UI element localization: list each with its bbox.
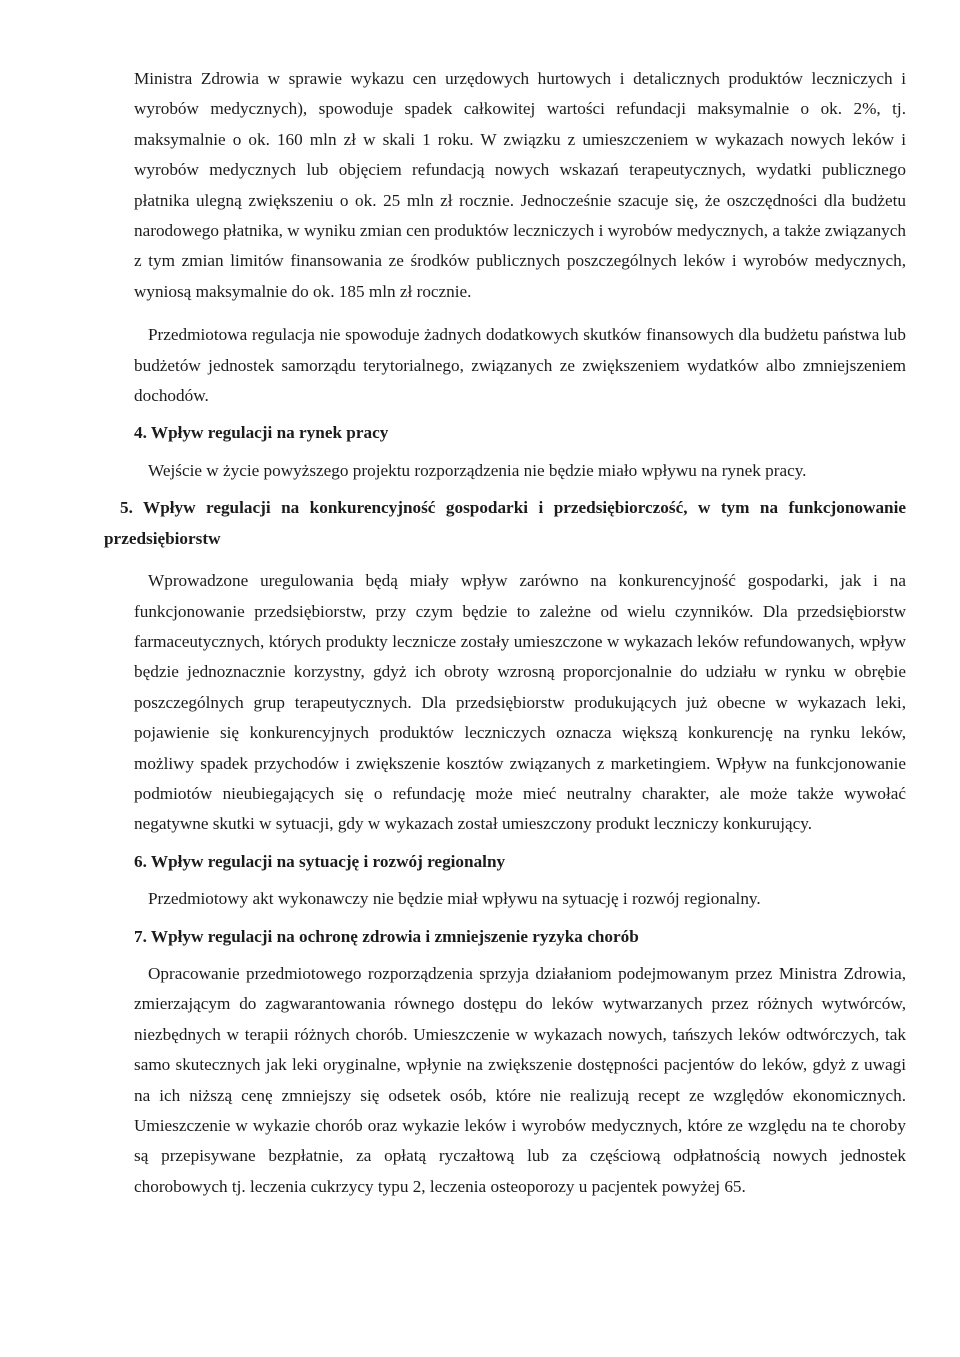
paragraph-financial-effects: Ministra Zdrowia w sprawie wykazu cen urzędowych hurtowych i detalicznych produktów leczniczych i wyrobów medycznych), spowoduje spadek całkowitej wartości refundacji maksymalnie o ok. 2%, tj. maksymalnie o ok. 160 mln zł w skali 1 roku. W związku z umieszczeniem w wykazach nowych leków i wyrobów medycznych lub objęciem refundacją nowych wskazań terapeutycznych, wydatki publicznego płatnika ulegną zwiększeniu o ok. 25 mln zł rocznie. Jednocześnie szacuje się, że oszczędności dla budżetu narodowego płatnika, w wyniku zmian cen produktów leczniczych i wyrobów medycznych, a także związanych z tym zmian limitów finansowania ze środków publicznych poszczególnych leków i wyrobów medycznych, wyniosą maksymalnie do ok. 185 mln zł rocznie. — [134, 69, 906, 301]
heading-health-protection: 7. Wpływ regulacji na ochronę zdrowia i zmniejszenie ryzyka chorób — [134, 926, 639, 946]
paragraph-competitiveness: Wprowadzone uregulowania będą miały wpływ zarówno na konkurencyjność gospodarki, jak i na funkcjonowanie przedsiębiorstw, przy czym będzie to zależne od wielu czynników. Dla przedsiębiorstw farmaceutycznych, których produkty lecznicze zostały umieszczone w wykazach leków refundowanych, wpływ będzie jednoznacznie korzystny, gdyż ich obroty wzrosną proporcjonalnie do udziału w rynku w obrębie poszczególnych grup terapeutycznych. Dla przedsiębiorstw produkujących już obecne w wykazach leki, pojawienie się konkurencyjnych produktów leczniczych oznacza większą konkurencję na rynku leków, możliwy spadek przychodów i zwiększenie kosztów związanych z marketingiem. Wpływ na funkcjonowanie podmiotów nieubiegających się o refundację może mieć neutralny charakter, ale może także wywołać negatywne skutki w sytuacji, gdy w wykazach został umieszczony produkt leczniczy konkurujący. — [134, 571, 906, 834]
heading-labor-market: 4. Wpływ regulacji na rynek pracy — [134, 423, 389, 443]
paragraph-budget-effects: Przedmiotowa regulacja nie spowoduje żadnych dodatkowych skutków finansowych dla budżetu państwa lub budżetów jednostek samorządu terytorialnego, związanych ze zwiększeniem wydatków albo zmniejszeniem dochodów. — [134, 325, 906, 406]
paragraph-health-protection: Opracowanie przedmiotowego rozporządzenia sprzyja działaniom podejmowanym przez Ministra Zdrowia, zmierzającym do zagwarantowania równego dostępu do leków wytwarzanych przez różnych wytwórców, niezbędnych w terapii różnych chorób. Umieszczenie w wykazach nowych, tańszych leków odtwórczych, tak samo skutecznych jak leki oryginalne, wpłynie na zwiększenie dostępności pacjentów do leków, gdyż z uwagi na ich niższą cenę zmniejszy się odsetek osób, które nie realizują recept ze względów ekonomicznych. Umieszczenie w wykazie chorób oraz wykazie leków i wyrobów medycznych, które ze względu na te choroby są przepisywane bezpłatnie, za opłatą ryczałtową lub za częściową odpłatnością nowych jednostek chorobowych tj. leczenia cukrzycy typu 2, leczenia osteoporozy u pacjentek powyżej 65. — [134, 963, 906, 1196]
heading-competitiveness: 5. Wpływ regulacji na konkurencyjność gospodarki i przedsiębiorczość, w tym na funkcjonowanie przedsiębiorstw — [104, 498, 906, 548]
heading-regional-development: 6. Wpływ regulacji na sytuację i rozwój regionalny — [134, 851, 506, 871]
paragraph-regional-development: Przedmiotowy akt wykonawczy nie będzie miał wpływu na sytuację i rozwój regionalny. — [148, 889, 761, 909]
paragraph-labor-market: Wejście w życie powyższego projektu rozporządzenia nie będzie miało wpływu na rynek pracy. — [148, 460, 807, 480]
